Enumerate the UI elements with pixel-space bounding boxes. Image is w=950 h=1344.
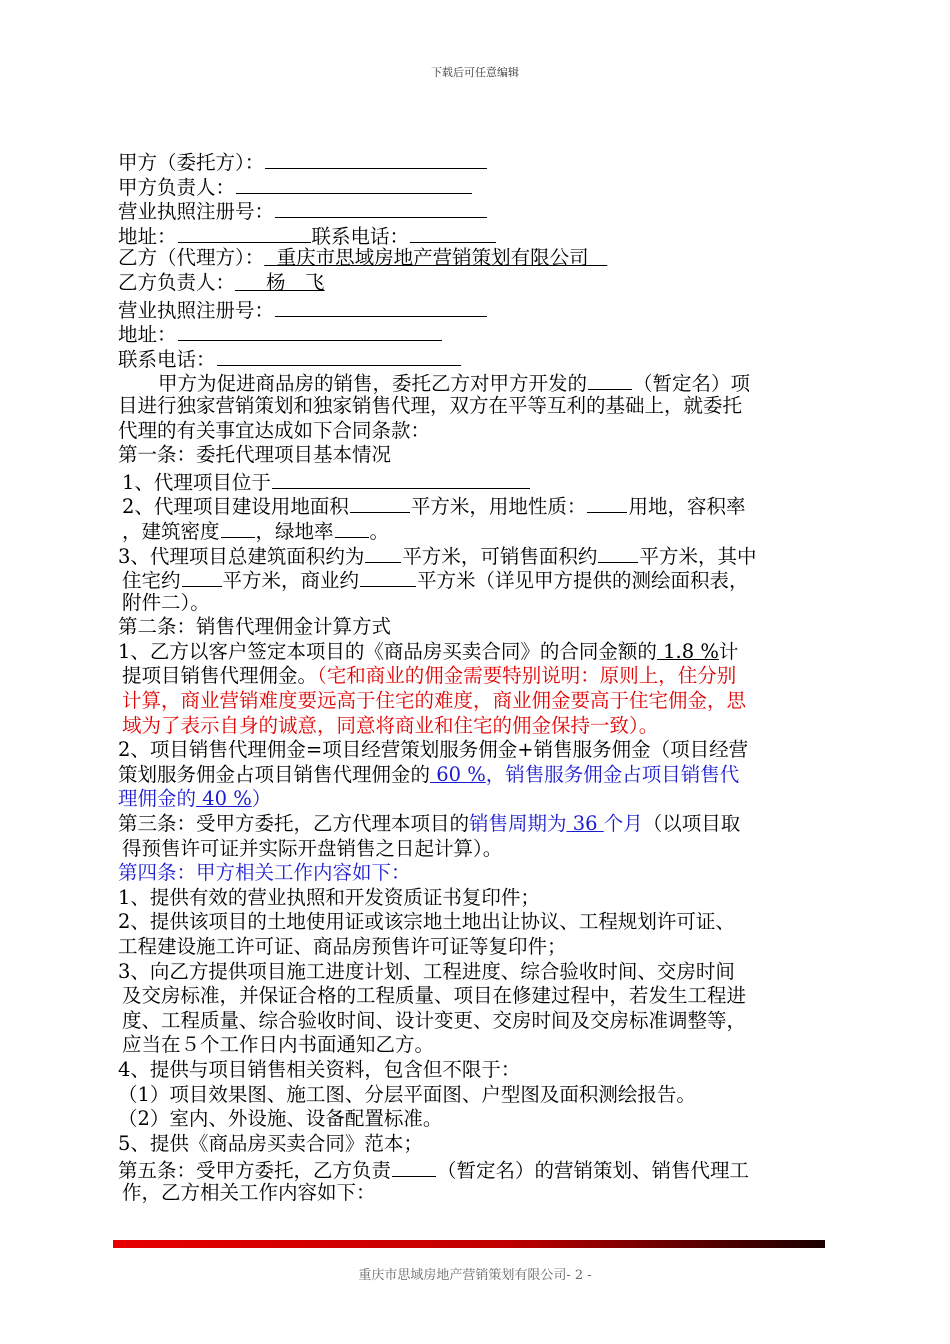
footer-divider-bar	[113, 1240, 825, 1248]
tel-inline-blank	[410, 222, 496, 243]
article-1-item-1: 1、代理项目位于	[118, 468, 840, 493]
tel-b-line	[118, 345, 840, 370]
article-1-item-2-cont: ，建筑密度 ，绿地率 。	[118, 517, 840, 542]
party-a-blank	[265, 148, 487, 169]
article-4-item-3: 3、向乙方提供项目施工进度计划、工程进度、综合验收时间、交房时间	[118, 959, 735, 983]
article-5: 第五条：受甲方委托，乙方负责 （暂定名）的营销策划、销售代理工	[118, 1156, 840, 1181]
article-4-item-1: 1、提供有效的营业执照和开发资质证书复印件；	[118, 885, 540, 909]
article-2-item-2-cont: 策划服务佣金占项目销售代理佣金的 60 %，销售服务佣金占项目销售代	[118, 762, 740, 786]
address-a-label: 地址：	[118, 224, 177, 248]
license-b-blank	[275, 296, 487, 317]
address-b-line	[118, 320, 840, 345]
party-a-rep-blank	[236, 173, 472, 194]
commercial-area-blank	[360, 566, 416, 587]
page-header: 下载后可任意编辑	[431, 66, 519, 79]
residential-area-blank	[182, 566, 222, 587]
commission-note-red: （宅和商业的佣金需要特别说明：原则上，住分别	[317, 664, 737, 688]
article-2-item-2: 2、项目销售代理佣金=项目经营策划服务佣金+销售服务佣金（项目经营	[118, 738, 749, 762]
green-rate-blank	[335, 517, 369, 538]
sales-share: 40 %	[196, 787, 252, 811]
article-4-item-4: 4、提供与项目销售相关资料，包含但不限于：	[118, 1057, 521, 1081]
article-4-item-2-cont: 工程建设施工许可证、商品房预售许可证等复印件；	[118, 935, 567, 958]
commission-rate: 1.8 %	[656, 639, 719, 663]
address-b-label: 地址：	[118, 323, 177, 347]
license-b-label: 营业执照注册号：	[118, 298, 275, 322]
intro-line-2: 目进行独家营销策划和独家销售代理，双方在平等互利的基础上，就委托	[118, 393, 743, 417]
article-1-item-3-cont: 住宅约 平方米，商业约 平方米（详见甲方提供的测绘面积表，	[118, 566, 840, 591]
article-4-item-5: 5、提供《商品房买卖合同》范本；	[118, 1131, 423, 1155]
license-a-line	[118, 197, 840, 222]
sales-period-months: 36	[566, 812, 604, 836]
density-blank	[221, 517, 255, 538]
article-4-item-4-sub-2: （2）室内、外设施、设备配置标准。	[118, 1107, 443, 1131]
tel-b-label: 联系电话：	[118, 347, 216, 371]
license-a-blank	[275, 197, 487, 218]
article-4-item-3-cont-1: 及交房标准，并保证合格的工程质量、项目在修建过程中，若发生工程进	[122, 984, 747, 1008]
page-footer: 重庆市思域房地产营销策划有限公司- 2 -	[358, 1268, 592, 1283]
party-a-rep-label: 甲方负责人：	[118, 175, 236, 199]
party-b-rep-line	[118, 271, 840, 296]
party-b-label: 乙方（代理方）：	[118, 246, 265, 270]
intro-line-3: 代理的有关事宜达成如下合同条款：	[118, 418, 431, 442]
address-a-line	[118, 222, 840, 247]
license-b-line	[118, 296, 840, 321]
article-3: 第三条：受甲方委托，乙方代理本项目的销售周期为 36 个月（以项目取	[118, 812, 741, 836]
party-b-name: 重庆市思域房地产营销策划有限公司	[276, 246, 589, 270]
article-4-item-3-cont-3: 应当在５个工作日内书面通知乙方。	[122, 1033, 435, 1057]
land-use-blank	[587, 492, 627, 513]
article-2-item-1: 1、乙方以客户签定本项目的《商品房买卖合同》的合同金额的 1.8 %计	[118, 639, 739, 663]
party-b-rep-label: 乙方负责人：	[118, 270, 236, 294]
article-1-item-2: 2、代理项目建设用地面积 平方米，用地性质： 用地，容积率	[118, 492, 840, 517]
article-4-item-2: 2、提供该项目的土地使用证或该宗地土地出让协议、工程规划许可证、	[118, 910, 735, 934]
party-b-rep-name: 杨 飞	[266, 270, 325, 294]
land-area-blank	[350, 492, 410, 513]
contract-body	[118, 148, 840, 1206]
article-4-item-3-cont-2: 度、工程质量、综合验收时间、设计变更、交房时间及交房标准调整等，	[122, 1008, 747, 1032]
tel-inline-label: 联系电话：	[311, 224, 410, 248]
project-name-blank-2	[392, 1156, 436, 1177]
party-a-label: 甲方（委托方）：	[118, 151, 265, 174]
tel-b-blank	[217, 345, 461, 366]
address-b-blank	[178, 320, 442, 341]
article-4-title: 第四条：甲方相关工作内容如下：	[118, 861, 411, 885]
article-2-item-2-end: 理佣金的 40 %）	[118, 787, 272, 811]
address-a-blank	[178, 222, 311, 243]
license-a-label: 营业执照注册号：	[118, 200, 275, 224]
commission-note-red-3: 域为了表示自身的诚意，同意将商业和住宅的佣金保持一致）。	[122, 713, 659, 737]
article-5-cont: 作，乙方相关工作内容如下：	[122, 1180, 376, 1204]
location-blank	[272, 468, 530, 489]
article-1-item-3-end: 附件二）。	[122, 590, 210, 614]
article-3-cont: 得预售许可证并实际开盘销售之日起计算）。	[122, 836, 503, 860]
party-b-line	[118, 246, 840, 271]
article-1-title: 第一条：委托代理项目基本情况	[118, 443, 392, 467]
commission-note-red-2: 计算，商业营销难度要远高于住宅的难度，商业佣金要高于住宅佣金，思	[122, 689, 747, 713]
party-a-line	[118, 148, 840, 173]
article-1-item-3: 3、代理项目总建筑面积约为 平方米，可销售面积约 平方米，其中	[118, 542, 840, 567]
article-4-item-4-sub-1: （1）项目效果图、施工图、分层平面图、户型图及面积测绘报告。	[118, 1082, 696, 1106]
project-name-blank	[588, 369, 632, 390]
planning-share: 60 %	[430, 762, 486, 786]
sale-area-blank	[598, 542, 638, 563]
intro-line-1: 甲方为促进商品房的销售，委托乙方对甲方开发的 （暂定名）项	[118, 369, 840, 394]
article-2-item-1-cont: 提项目销售代理佣金。（宅和商业的佣金需要特别说明：原则上，住分别	[122, 664, 737, 688]
total-area-blank	[365, 542, 401, 563]
article-2-title: 第二条：销售代理佣金计算方式	[118, 615, 392, 639]
party-a-rep-line	[118, 173, 840, 198]
